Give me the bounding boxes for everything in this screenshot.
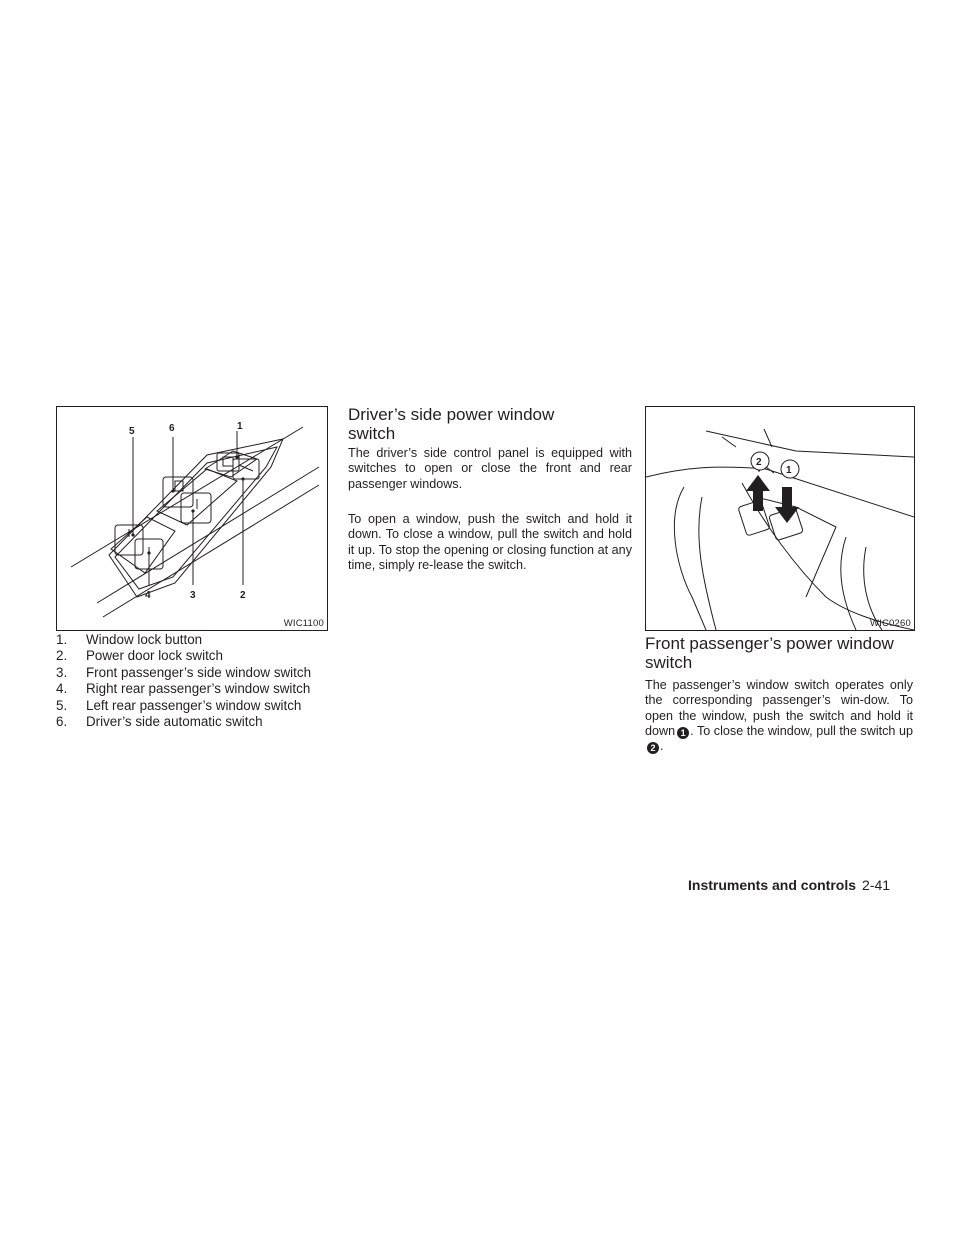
passenger-switch-illustration [646, 407, 914, 630]
page-number: 2-41 [862, 877, 891, 893]
figure-code: WIC0260 [869, 618, 911, 629]
paragraph-text: . [660, 739, 664, 754]
legend-item [56, 681, 346, 697]
legend-item [56, 698, 346, 714]
callout-6: 6 [169, 423, 175, 434]
callout-4: 4 [145, 590, 151, 601]
legend-text: Driver’s side automatic switch [86, 714, 263, 730]
legend-number: 2. [56, 648, 68, 664]
legend-item [56, 714, 346, 730]
section-heading-passenger-window: Front passenger’s power window switch [645, 634, 894, 672]
legend-item [56, 648, 346, 664]
legend-number: 1. [56, 632, 68, 647]
figure-legend [56, 632, 346, 730]
legend-number: 4. [56, 681, 68, 697]
legend-number: 3. [56, 664, 68, 680]
callout-1: 1 [786, 465, 792, 476]
legend-number: 6. [56, 714, 68, 730]
section-heading-driver-window: Driver’s side power window switch [348, 405, 555, 443]
callout-1: 1 [237, 421, 243, 432]
figure-passenger-switch [645, 406, 915, 631]
legend-text: Front passenger’s side window switch [86, 664, 312, 680]
callout-2: 2 [240, 590, 246, 601]
legend-item [56, 632, 346, 648]
legend-number: 5. [56, 697, 68, 713]
legend-text: Window lock button [86, 632, 203, 647]
figure-window-switch-panel [56, 406, 328, 631]
figure-code: WIC1100 [283, 618, 324, 629]
switch-panel-illustration [57, 407, 327, 630]
marker-1-icon: 1 [677, 727, 689, 739]
page-footer [688, 877, 928, 893]
body-paragraph: The driver’s side control panel is equipped with switches to open or close the front and rear passenger windows. [348, 446, 632, 491]
legend-item [56, 665, 346, 681]
legend-text: Power door lock switch [86, 648, 223, 664]
paragraph-text: The passenger’s window switch operates only the corresponding passenger’s win-dow. To open the window, push the switch and hold it down [645, 678, 913, 738]
footer-section-title: Instruments and controls [688, 877, 857, 893]
callout-5: 5 [129, 426, 135, 437]
legend-text: Left rear passenger’s window switch [86, 697, 302, 713]
legend-text: Right rear passenger’s window switch [86, 681, 311, 697]
body-paragraph: To open a window, push the switch and hold it down. To close a window, pull the switch and hold it up. To stop the opening or closing function at any time, simply re-lease the switch. [348, 512, 632, 572]
body-paragraph [645, 678, 913, 754]
paragraph-text: . To close the window, pull the switch up [690, 723, 913, 738]
marker-2-icon: 2 [647, 742, 659, 754]
callout-2: 2 [756, 457, 762, 468]
callout-3: 3 [190, 590, 196, 601]
